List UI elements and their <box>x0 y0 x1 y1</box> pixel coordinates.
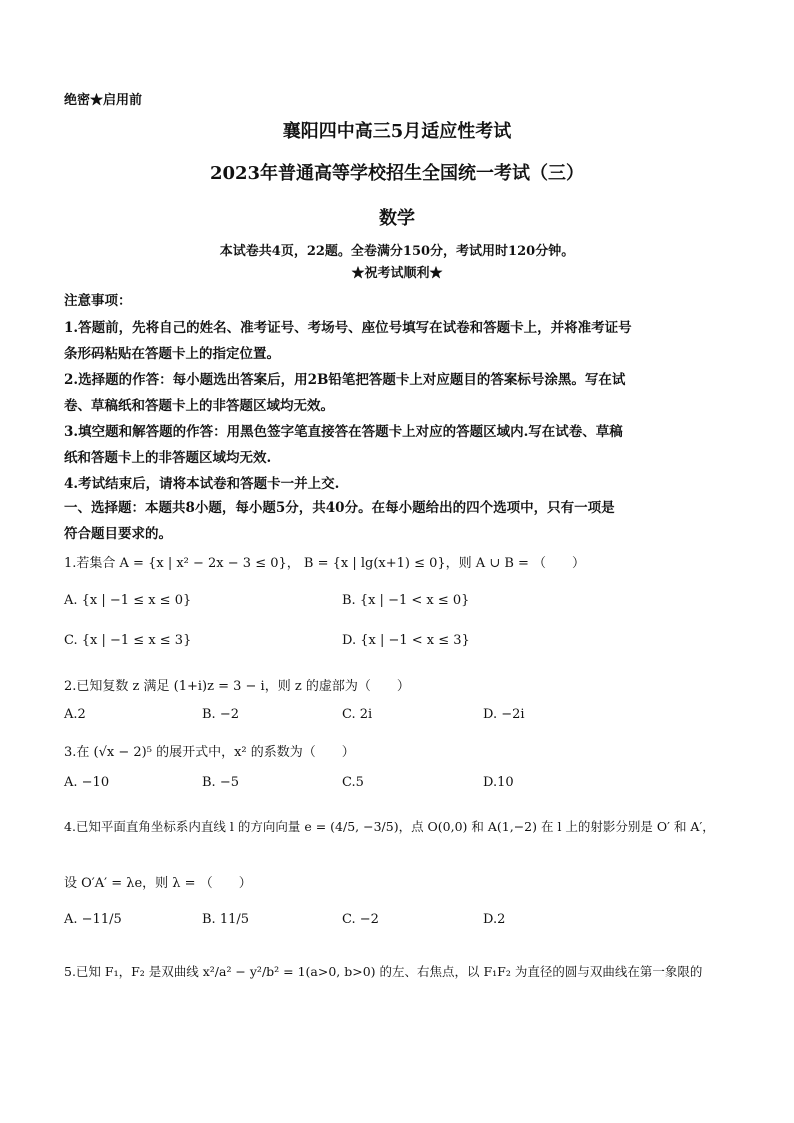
question-4-option-c: C. −2 <box>342 912 379 927</box>
question-3-option-c: C.5 <box>342 775 364 790</box>
exam-info: 本试卷共4页，22题。全卷满分150分，考试用时120分钟。 <box>219 244 575 259</box>
question-3-option-d: D.10 <box>483 775 514 790</box>
question-2-option-d: D. −2i <box>483 707 525 722</box>
notice-item-3-line-2: 纸和答题卡上的非答题区域均无效. <box>64 450 272 466</box>
question-2-option-b: B. −2 <box>202 707 239 722</box>
question-1-option-a: A. {x | −1 ≤ x ≤ 0} <box>64 593 192 608</box>
notice-item-1-line-1: 1.答题前，先将自己的姓名、准考证号、考场号、座位号填写在试卷和答题卡上，并将准考证号 <box>64 320 632 336</box>
question-1-option-d: D. {x | −1 < x ≤ 3} <box>342 633 470 648</box>
question-2-option-c: C. 2i <box>342 707 373 722</box>
secret-label: 绝密★启用前 <box>64 93 143 108</box>
school-exam-title: 襄阳四中高三5月适应性考试 <box>282 121 512 142</box>
question-3-option-a: A. −10 <box>64 775 110 790</box>
notice-item-3-line-1: 3.填空题和解答题的作答：用黑色签字笔直接答在答题卡上对应的答题区域内.写在试卷、草稿 <box>64 424 623 440</box>
subject-title: 数学 <box>379 208 415 229</box>
notice-item-4: 4.考试结束后，请将本试卷和答题卡一并上交. <box>64 476 340 492</box>
notice-item-1-line-2: 条形码粘贴在答题卡上的指定位置。 <box>64 346 280 362</box>
question-2-stem: 2.已知复数 z 满足 (1+i)z = 3 − i，则 z 的虚部为（ ） <box>64 679 410 694</box>
question-2-option-a: A.2 <box>64 707 86 722</box>
national-exam-title: 2023年普通高等学校招生全国统一考试（三） <box>209 163 585 184</box>
question-4-option-a: A. −11/5 <box>64 912 122 927</box>
question-1-option-b: B. {x | −1 < x ≤ 0} <box>342 593 470 608</box>
question-4-stem-line-2: 设 O′A′ = λe，则 λ = （ ） <box>64 876 252 891</box>
section-1-heading-line-2: 符合题目要求的。 <box>64 526 172 542</box>
exam-wish: ★祝考试顺利★ <box>351 266 443 281</box>
question-5-stem: 5.已知 F₁，F₂ 是双曲线 x²/a² − y²/b² = 1(a>0, b>0) 的左、右焦点，以 F₁F₂ 为直径的圆与双曲线在第一象限的 <box>64 964 703 979</box>
question-1-stem: 1.若集合 A = {x | x² − 2x − 3 ≤ 0}， B = {x | lg(x+1) ≤ 0}，则 A ∪ B = （ ） <box>64 556 586 571</box>
section-1-heading-line-1: 一、选择题：本题共8小题，每小题5分，共40分。在每小题给出的四个选项中，只有一项是 <box>64 500 615 516</box>
question-4-option-b: B. 11/5 <box>202 912 250 927</box>
notice-heading: 注意事项： <box>64 293 132 309</box>
question-1-option-c: C. {x | −1 ≤ x ≤ 3} <box>64 633 192 648</box>
notice-item-2-line-2: 卷、草稿纸和答题卡上的非答题区域均无效。 <box>64 398 334 414</box>
question-3-option-b: B. −5 <box>202 775 239 790</box>
question-3-stem: 3.在 (√x − 2)⁵ 的展开式中，x² 的系数为（ ） <box>64 745 355 760</box>
notice-item-2-line-1: 2.选择题的作答：每小题选出答案后，用2B铅笔把答题卡上对应题目的答案标号涂黑。写在试 <box>64 372 626 388</box>
question-4-option-d: D.2 <box>483 912 506 927</box>
question-4-stem-line-1: 4.已知平面直角坐标系内直线 l 的方向向量 e = (4/5, −3/5)，点 O(0,0) 和 A(1,−2) 在 l 上的射影分别是 O′ 和 A′， <box>64 819 715 834</box>
